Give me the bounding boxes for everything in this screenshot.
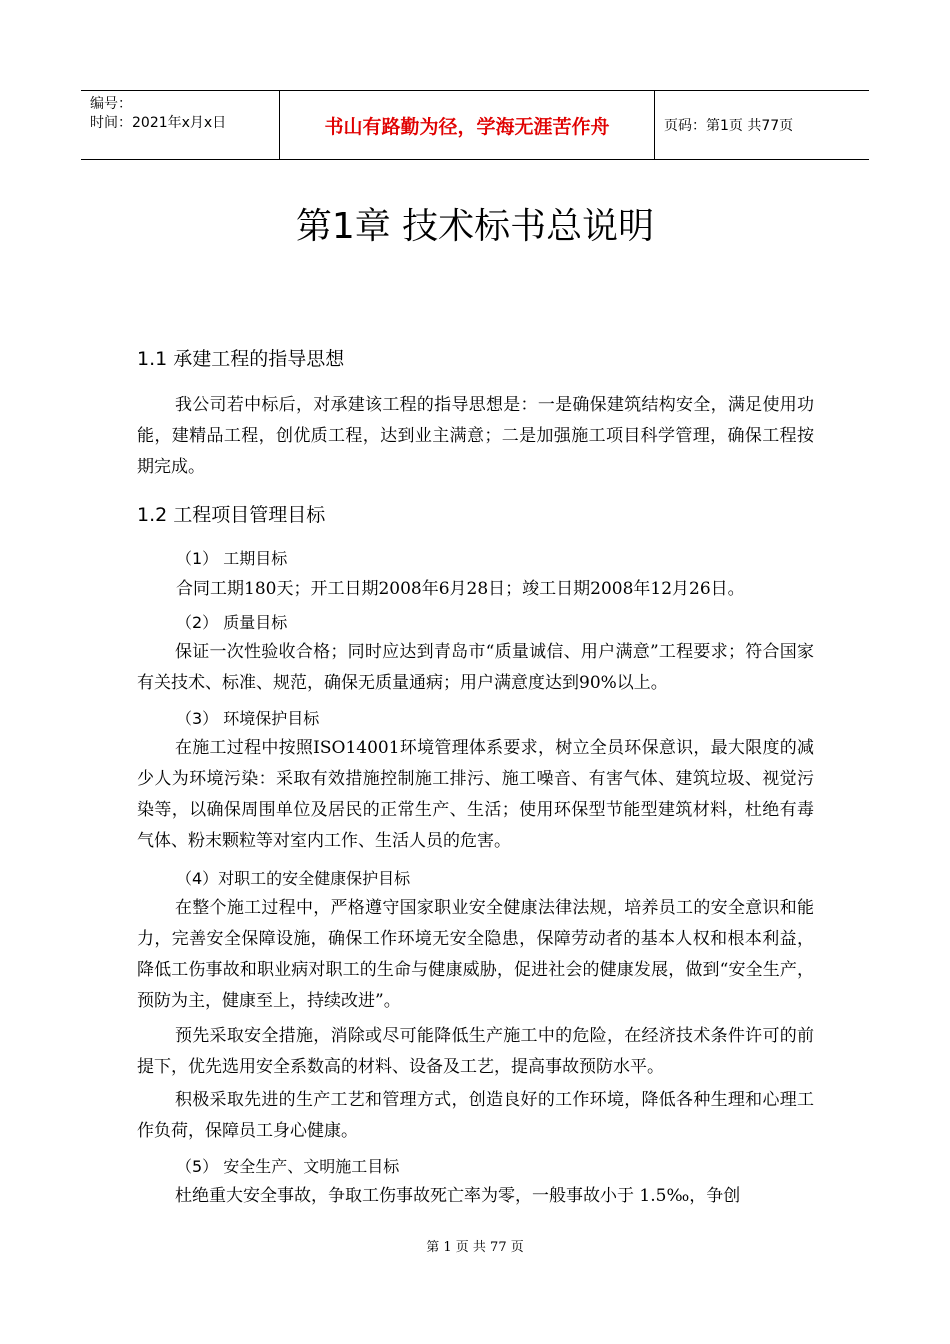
doc-id-label: 编号：: [90, 96, 132, 112]
paragraph-health-3: 积极采取先进的生产工艺和管理方式，创造良好的工作环境，降低各种生理和心理工作负荷，保障员工身心健康。: [137, 1090, 814, 1141]
paragraph-guiding-idea: 我公司若中标后，对承建该工程的指导思想是：一是确保建筑结构安全，满足使用功能，建精品工程，创优质工程，达到业主满意；二是加强施工项目科学管理，确保工程按期完成。: [137, 395, 814, 477]
paragraph-environment: 在施工过程中按照ISO14001环境管理体系要求，树立全员环保意识，最大限度的减少人为环境污染：采取有效措施控制施工排污、施工噪音、有害气体、建筑垃圾、视觉污染等，以确保周围单位及居民的正常生产、生活；使用环保型节能型建筑材料，杜绝有毒气体、粉末颗粒等对室内工作、生活人员的危害。: [137, 738, 814, 851]
paragraph-health-2: 预先采取安全措施，消除或尽可能降低生产施工中的危险，在经济技术条件许可的前提下，优先选用安全系数高的材料、设备及工艺，提高事故预防水平。: [137, 1026, 814, 1077]
goal-heading-quality: （2） 质量目标: [176, 613, 288, 632]
paragraph-quality: 保证一次性验收合格；同时应达到青岛市“质量诚信、用户满意”工程要求；符合国家有关技术、标准、规范，确保无质量通病；用户满意度达到90%以上。: [137, 642, 814, 693]
header-page-info: 页码：第1页 共77页: [664, 118, 794, 134]
paragraph-schedule: 合同工期180天；开工日期2008年6月28日；竣工日期2008年12月26日。: [176, 579, 745, 599]
header-table: [81, 90, 869, 160]
header-motto: 书山有路勤为径，学海无涯苦作舟: [280, 91, 655, 159]
paragraph-health-1: 在整个施工过程中，严格遵守国家职业安全健康法律法规，培养员工的安全意识和能力，完善安全保障设施，确保工作环境无安全隐患，保障劳动者的基本人权和根本利益，降低工伤事故和职业病对职工的生命与健康威胁，促进社会的健康发展，做到“安全生产，预防为主，健康至上，持续改进”。: [137, 898, 814, 1011]
goal-heading-safety: （5） 安全生产、文明施工目标: [176, 1157, 400, 1176]
section-heading-1-2: 1.2 工程项目管理目标: [137, 504, 326, 526]
header-meta: [81, 91, 280, 159]
section-heading-1-1: 1.1 承建工程的指导思想: [137, 348, 345, 370]
goal-heading-health: （4）对职工的安全健康保护目标: [176, 869, 411, 888]
goal-heading-environment: （3） 环境保护目标: [176, 709, 320, 728]
doc-date: 时间：2021年x月x日: [90, 115, 227, 131]
page-footer: 第 1 页 共 77 页: [426, 1240, 524, 1255]
goal-heading-schedule: （1） 工期目标: [176, 549, 288, 568]
paragraph-safety: 杜绝重大安全事故，争取工伤事故死亡率为零，一般事故小于 1.5‰，争创: [175, 1186, 741, 1206]
chapter-title: 第1章 技术标书总说明: [295, 206, 655, 247]
